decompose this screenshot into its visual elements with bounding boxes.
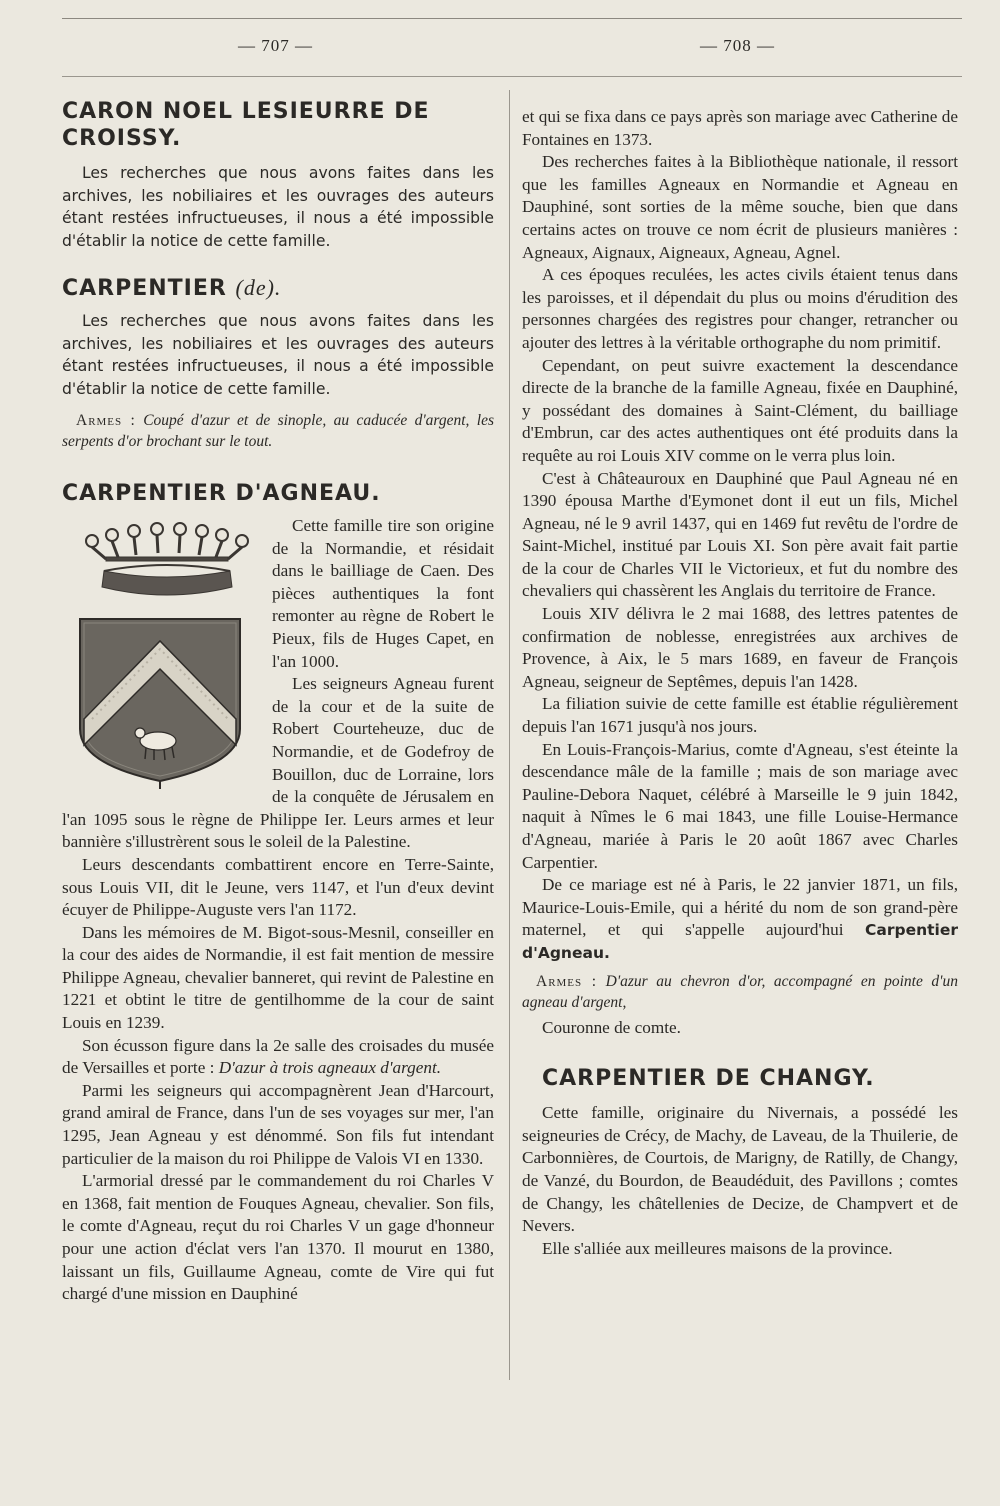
paragraph: Cette famille, originaire du Nivernais, a possédé les seigneuries de Crécy, de Machy, de Laveau, de la Thuilerie, de Carbonnières, de Courtois, de Marigny, de Ratilly, de Changy, de Vanzé, du Bourdon, de Beaudéduit, des Pavillons ; comtes de Changy, les châtellenies de Decize, de Champvert et de Nevers. (522, 1103, 958, 1236)
entry-title-particle: (de). (235, 275, 282, 300)
paragraph: Leurs descendants combattirent encore en Terre-Sainte, sous Louis VII, dit le Jeune, vers 1147, et l'un d'eux devint écuyer de Philippe-Auguste vers l'an 1172. (62, 854, 494, 920)
left-column (62, 90, 494, 1306)
paragraph: Cependant, on peut suivre exactement la descendance directe de la branche de la famille Agneau, fixée en Dauphiné, y possédant des domaines à Saint-Clément, du bailliage d'Embrun, car des actes authentiques ont été produits dans la requête au roi Louis XIV comme on le verra plus loin. (522, 355, 958, 465)
paragraph-heir (522, 874, 958, 964)
entry-text-carpentier-de: Les recherches que nous avons faites dans les archives, les nobiliaires et les ouvrages des auteurs étant restées infructueuses, il nous a été impossible d'établir la notice de cette famille. (62, 312, 494, 398)
entry-caron (62, 98, 494, 252)
arms-carpentier-de (62, 410, 494, 452)
paragraph: Des recherches faites à la Bibliothèque nationale, il ressort que les familles Agneaux en Normandie et Agneau en Dauphiné, sont sorties de la même souche, bien que dans certains actes on trouve ce nom écrit de plusieurs manières : Agneaux, Aignaux, Aigneaux, Agneau, Agnel. (522, 152, 958, 262)
shield-icon (80, 619, 240, 789)
versailles-arms: D'azur à trois agneaux d'argent. (218, 1058, 442, 1078)
right-column (522, 90, 958, 1260)
left-page-number: — 707 — (238, 36, 313, 55)
top-rule (62, 18, 962, 19)
entry-text-caron: Les recherches que nous avons faites dans les archives, les nobiliaires et les ouvrages des auteurs étant restées infructueuses, il nous a été impossible d'établir la notice de cette famille. (62, 164, 494, 250)
arms-blazon: Coupé d'azur et de sinople, au caducée d'argent, les serpents d'or brochant sur le tout. (62, 412, 494, 450)
paragraph-text: Son écusson figure dans la 2e salle des croisades du musée de Versailles et porte : (62, 1035, 494, 1078)
entry-title-caron: CARON NOEL LESIEURRE DE CROISSY. (62, 99, 430, 151)
arms-carpentier-agneau (522, 971, 958, 1013)
entry-title-main: CARPENTIER (62, 276, 227, 301)
paragraph: Louis XIV délivra le 2 mai 1688, des lettres patentes de confirmation de noblesse, enregistrées aux archives de Provence, à Aix, le 5 mars 1689, en faveur de François Agneau, seigneur de Septêmes, depuis l'an 1428. (522, 604, 958, 691)
right-page-number: — 708 — (700, 36, 775, 55)
paragraph: A ces époques reculées, les actes civils étaient tenus dans les paroisses, et il dépendait du plus ou moins d'érudition des personnes chargées des registres pour changer, retrancher ou ajouter des lettres à la véritable orthographe du nom primitif. (522, 265, 958, 352)
header-rule (62, 76, 962, 77)
paragraph: C'est à Châteauroux en Dauphiné que Paul Agneau né en 1390 épousa Marthe d'Eymonet dont il eut un fils, Michel Agneau, né le 9 avril 1437, qui en 1469 fut revêtu de l'ordre de Saint-Michel, institué par Louis XI. Son père avait fait partie de la cour de Charles VII le Victorieux, et fut du nombre des chevaliers qui chassèrent les Anglais du territoire de France. (522, 468, 958, 601)
paragraph: En Louis-François-Marius, comte d'Agneau, s'est éteinte la descendance mâle de la famille ; mais de son mariage avec Pauline-Debora Naquet, célébré à Marseille le 9 juin 1842, naquit à Nîmes le 6 mai 1843, une fille Louise-Hermance d'Agneau, mariée à Paris le 20 août 1867 avec Charles Carpentier. (522, 739, 958, 872)
paragraph-text: De ce mariage est né à Paris, le 22 janvier 1871, un fils, Maurice-Louis-Emile, qui a hérité du nom de son grand-père maternel, et qui s'appelle aujourd'hui (522, 875, 958, 940)
paragraph: La filiation suivie de cette famille est établie régulièrement depuis l'an 1671 jusqu'à nos jours. (522, 694, 958, 737)
coat-of-arms-illustration (62, 519, 262, 789)
entry-title-carpentier-de (62, 274, 494, 302)
paragraph: L'armorial dressé par le commandement du roi Charles V en 1368, fait mention de Fouques Agneau, chevalier. Son fils, le comte d'Agneau, reçut du roi Charles V un gage d'honneur pour une action d'éclat vers l'an 1370. Il mourut en 1380, laissant un fils, Guillaume Agneau, comte de Vire qui fut chargé d'une mission en Dauphiné (62, 1171, 494, 1304)
paragraph-versailles (62, 1035, 494, 1080)
entry-title-carpentier-changy: CARPENTIER DE CHANGY. (542, 1066, 875, 1092)
entry-carpentier-agneau (62, 515, 494, 1306)
coat-of-arms-svg (62, 519, 262, 789)
crown-note: Couronne de comte. (542, 1017, 681, 1037)
paragraph: Elle s'alliée aux meilleures maisons de la province. (542, 1238, 893, 1258)
heir-name: Carpentier d'Agneau. (522, 921, 958, 962)
count-crown-icon (86, 523, 248, 595)
arms-label: Armes : (76, 412, 136, 429)
entry-title-carpentier-agneau: CARPENTIER D'AGNEAU. (62, 481, 381, 506)
paragraph: Dans les mémoires de M. Bigot-sous-Mesnil, conseiller en la cour des aides de Normandie, il est fait mention de messire Philippe Agneau, chevalier banneret, qui revint de Palestine en 1221 et obtint le titre de gentilhomme de la cour de saint Louis en 1239. (62, 922, 494, 1033)
arms-blazon: D'azur au chevron d'or, accompagné en pointe d'un agneau d'argent, (522, 972, 958, 1011)
arms-label: Armes : (536, 972, 598, 990)
paragraph: et qui se fixa dans ce pays après son mariage avec Catherine de Fontaines en 1373. (522, 107, 958, 149)
column-divider (509, 90, 510, 1380)
entry-carpentier-de (62, 274, 494, 400)
paragraph: Cette famille tire son origine de la Normandie, et résidait dans le bailliage de Caen. Des pièces authentiques la font remonter au règne de Robert le Pieux, fils de Huges Capet, en l'an 1000. (272, 516, 494, 671)
paragraph: Les seigneurs Agneau furent de la cour et de la suite de Robert Courteheuze, duc de Normandie, et de Godefroy de Bouillon, duc de Lorraine, lors de la conquête de Jérusalem en l'an 1095 sous le règne de Philippe Ier. Leurs armes et leur bannière s'illustrèrent sous le soleil de la Palestine. (62, 674, 494, 852)
paragraph: Parmi les seigneurs qui accompagnèrent Jean d'Harcourt, grand amiral de France, dans l'un de ses voyages sur mer, l'an 1295, Jean Agneau y est dénommé. Son fils fut intendant particulier de la maison du roi Philippe de Valois VI en 1330. (62, 1080, 494, 1168)
